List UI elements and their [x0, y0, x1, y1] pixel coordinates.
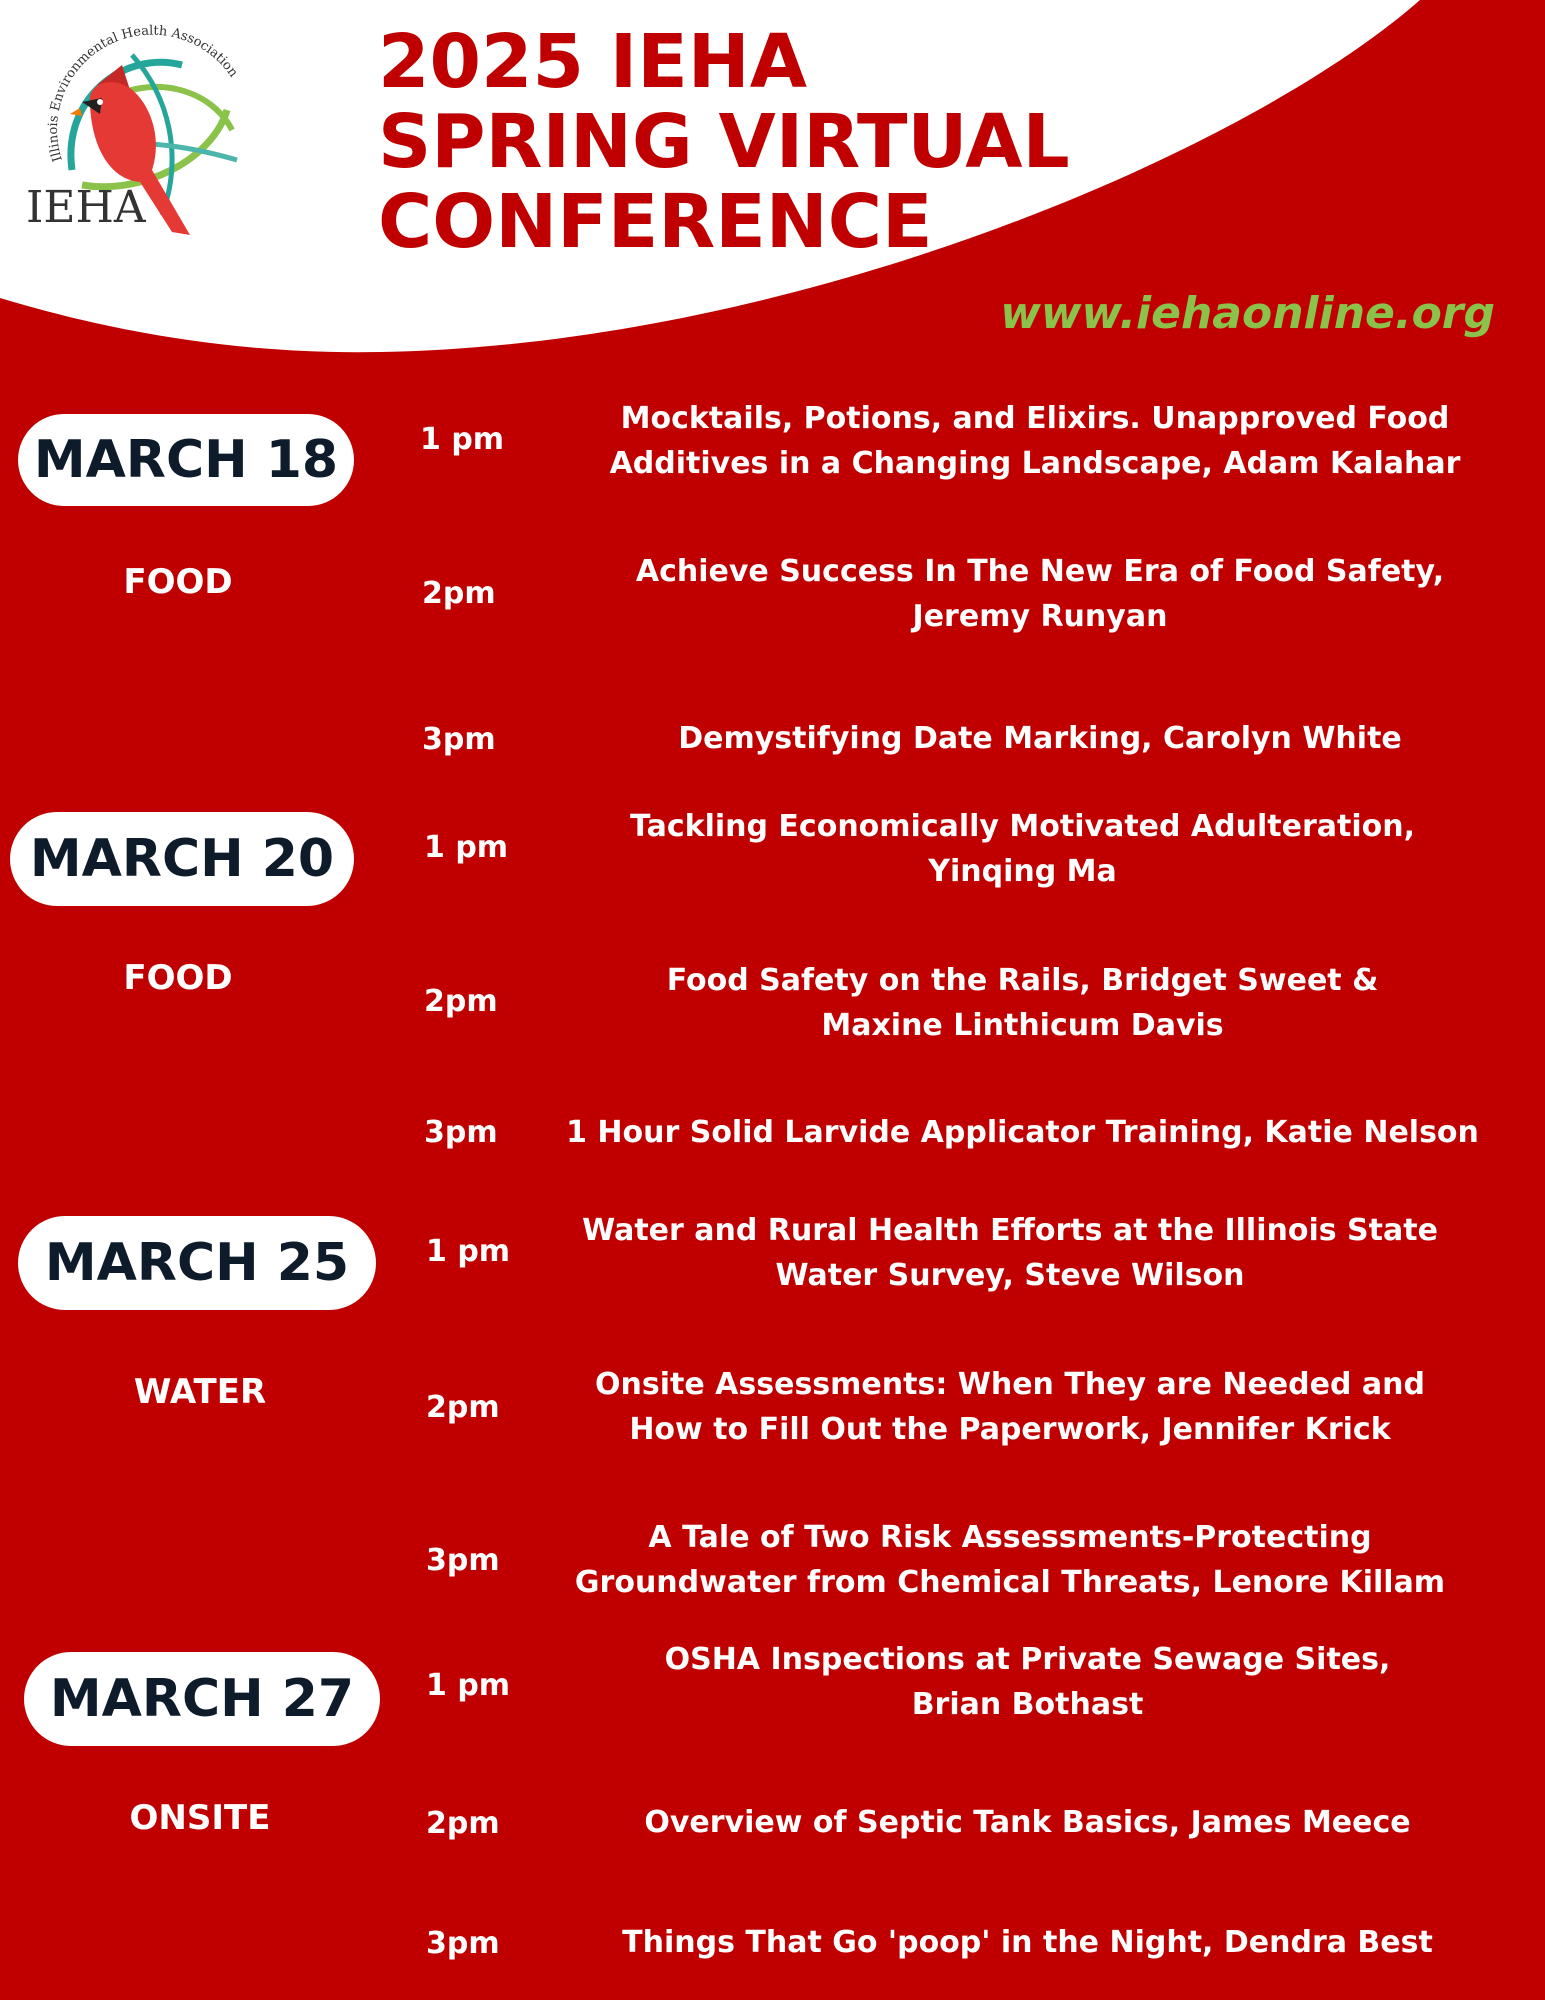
session-title	[570, 1920, 1485, 1965]
category-label: WATER	[133, 1372, 267, 1412]
session-title-line: Tackling Economically Motivated Adulteration,	[630, 809, 1415, 844]
logo-ring-text: Illinois Environmental Health Association	[45, 23, 241, 164]
session-title-line: Yinqing Ma	[928, 854, 1117, 889]
session-time: 3pm	[426, 1926, 500, 1961]
session-title-line: Overview of Septic Tank Basics, James Meece	[644, 1805, 1411, 1840]
session-title-line: Maxine Linthicum Davis	[821, 1008, 1224, 1043]
session-title	[560, 958, 1485, 1048]
session-title	[570, 549, 1510, 639]
session-title	[555, 1515, 1465, 1605]
session-title	[570, 1637, 1485, 1727]
conference-title	[378, 19, 1070, 265]
session-title-line: Achieve Success In The New Era of Food Safety,	[635, 554, 1445, 589]
date-pill-march-18: MARCH 18	[18, 414, 354, 506]
session-title	[555, 1208, 1465, 1298]
title-line-1: 2025 IEHA	[378, 19, 808, 105]
session-time: 2pm	[424, 984, 498, 1019]
session-title-line: A Tale of Two Risk Assessments-Protecting	[648, 1520, 1372, 1555]
session-title-line: Food Safety on the Rails, Bridget Sweet &	[666, 963, 1379, 998]
session-time: 2pm	[426, 1806, 500, 1841]
title-line-3: CONFERENCE	[378, 179, 933, 265]
session-title-line: How to Fill Out the Paperwork, Jennifer Krick	[629, 1412, 1391, 1447]
session-title	[560, 1110, 1485, 1155]
session-time: 1 pm	[420, 422, 505, 457]
session-time: 3pm	[422, 722, 496, 757]
session-title-line: Water Survey, Steve Wilson	[775, 1258, 1245, 1293]
session-title-line: OSHA Inspections at Private Sewage Sites,	[664, 1642, 1391, 1677]
website-url[interactable]: www.iehaonline.org	[1000, 288, 1495, 339]
date-pill-march-20: MARCH 20	[10, 812, 354, 906]
date-pill-march-27: MARCH 27	[24, 1652, 380, 1746]
session-time: 3pm	[426, 1543, 500, 1578]
session-title	[570, 1800, 1485, 1845]
session-time: 3pm	[424, 1115, 498, 1150]
session-title-line: Brian Bothast	[911, 1687, 1144, 1722]
category-label: FOOD	[123, 958, 233, 998]
logo-wordmark: IEHA	[26, 182, 146, 233]
ieha-logo	[12, 10, 262, 245]
session-title	[570, 396, 1500, 486]
session-title-line: Mocktails, Potions, and Elixirs. Unapproved Food	[620, 401, 1450, 436]
title-line-2: SPRING VIRTUAL	[378, 99, 1070, 185]
category-label: FOOD	[123, 562, 233, 602]
session-title-line: Additives in a Changing Landscape, Adam Kalahar	[609, 446, 1461, 481]
session-title-line: Water and Rural Health Efforts at the Illinois State	[582, 1213, 1438, 1248]
session-time: 1 pm	[424, 830, 509, 865]
session-title-line: Jeremy Runyan	[912, 599, 1168, 634]
session-title-line: Demystifying Date Marking, Carolyn White	[678, 721, 1402, 756]
session-time: 1 pm	[426, 1668, 511, 1703]
session-title	[570, 716, 1510, 761]
session-time: 2pm	[422, 576, 496, 611]
cardinal-globe-icon	[12, 10, 262, 245]
session-title-line: Things That Go 'poop' in the Night, Dendra Best	[622, 1925, 1433, 1960]
session-time: 1 pm	[426, 1234, 511, 1269]
session-time: 2pm	[426, 1390, 500, 1425]
session-title	[560, 804, 1485, 894]
session-title-line: Onsite Assessments: When They are Needed and	[595, 1367, 1425, 1402]
session-title	[555, 1362, 1465, 1452]
session-title-line: Groundwater from Chemical Threats, Lenore Killam	[574, 1565, 1446, 1600]
category-label: ONSITE	[129, 1798, 271, 1838]
date-pill-march-25: MARCH 25	[18, 1216, 376, 1310]
session-title-line: 1 Hour Solid Larvide Applicator Training, Katie Nelson	[566, 1115, 1479, 1150]
